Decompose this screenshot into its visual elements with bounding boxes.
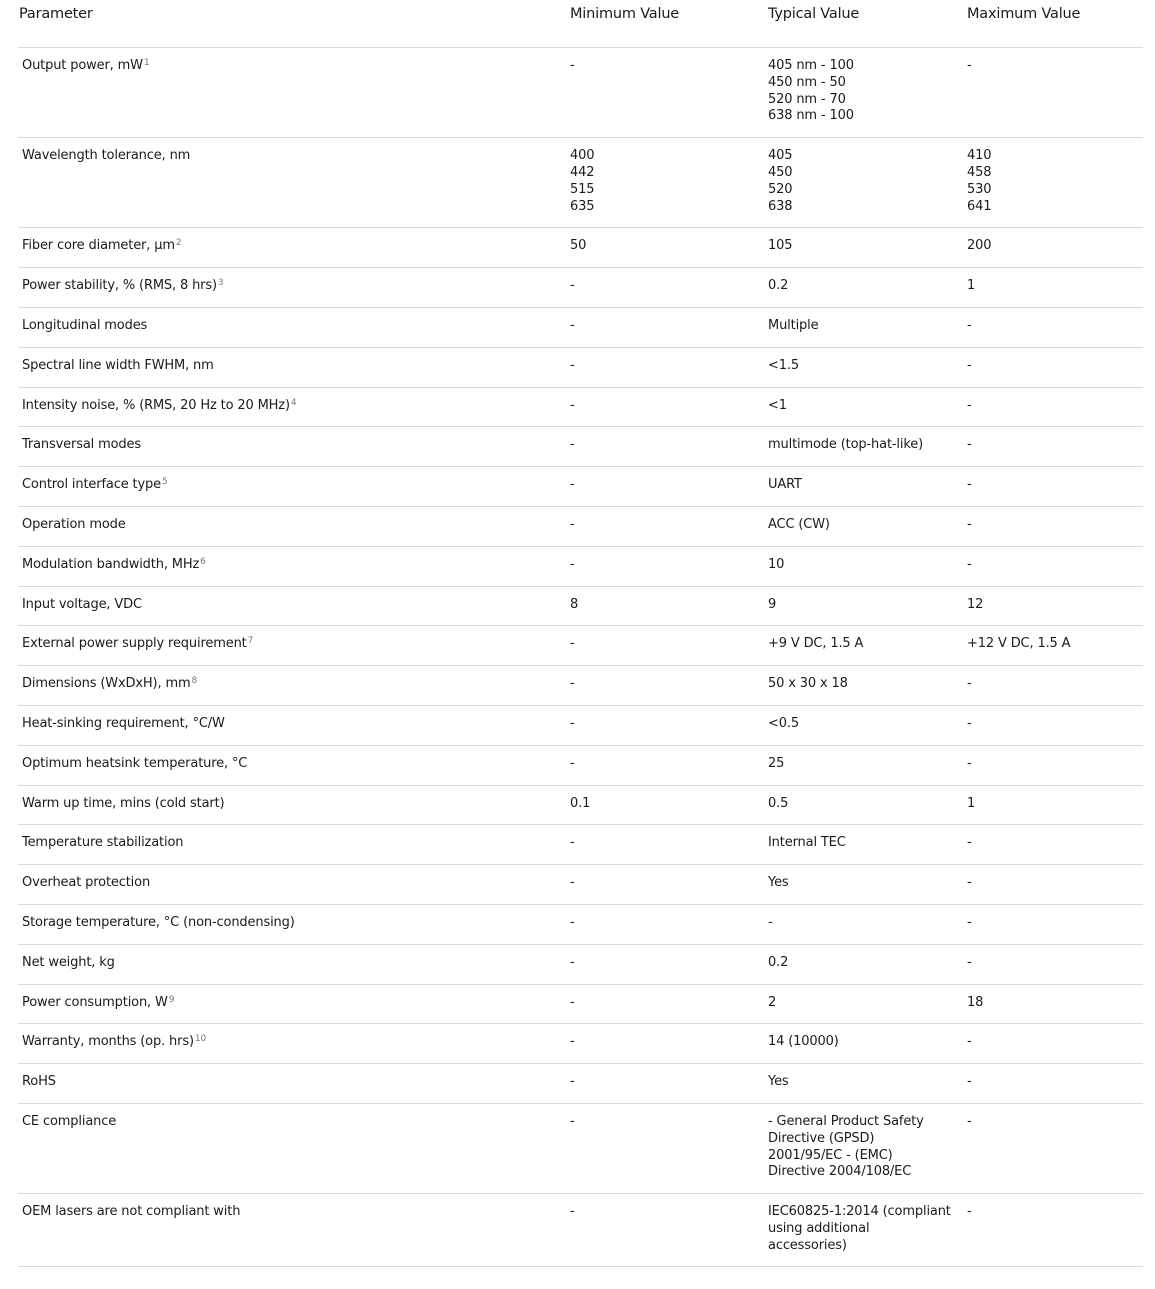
value-line: 458 [967,164,992,180]
value-line: - [967,1074,972,1090]
table-header-row [18,0,1143,48]
value-line: - [967,58,972,73]
value-line: - [570,397,575,413]
minimum-value-cell [570,557,768,574]
minimum-value-cell [570,437,768,454]
minimum-value-cell [570,1034,768,1051]
maximum-value-cell [967,716,1143,733]
table-row [18,746,1143,786]
value-line: - [570,954,575,970]
value-line: multimode (top-hat-like) [768,437,924,453]
minimum-value-cell [570,676,768,693]
parameter-cell [18,318,570,335]
typical-value-cell [768,676,967,693]
parameter-name: Power stability, % (RMS, 8 hrs) [22,278,217,294]
parameter-name: OEM lasers are not compliant with [22,1204,241,1220]
minimum-value-cell [570,995,768,1012]
parameter-name: Storage temperature, °C (non-condensing) [22,914,295,930]
table-row [18,626,1143,666]
value-line: - [967,954,972,970]
value-line: - [570,1113,575,1129]
parameter-name: External power supply requirement [22,636,247,652]
maximum-value-cell [967,398,1143,415]
table-row [18,308,1143,348]
parameter-cell [18,915,570,932]
maximum-value-cell [967,477,1143,494]
parameter-cell [18,835,570,852]
parameter-cell [18,398,570,415]
value-line: 0.1 [570,795,591,811]
typical-value-cell [768,517,967,534]
minimum-value-cell [570,796,768,813]
parameter-name: Dimensions (WxDxH), mm [22,676,191,692]
table-row [18,138,1143,228]
parameter-cell [18,58,570,125]
value-line: - [967,397,972,413]
parameter-name: Fiber core diameter, μm [22,238,175,254]
typical-value-cell [768,875,967,892]
value-line: - [570,914,575,930]
maximum-value-cell [967,58,1143,125]
value-line: Internal TEC [768,835,846,851]
value-line: 515 [570,181,595,197]
value-line: - [570,994,575,1010]
value-line: - [570,676,575,692]
parameter-name: Output power, mW [22,58,143,73]
value-line: - [570,1074,575,1090]
minimum-value-cell [570,875,768,892]
parameter-cell [18,756,570,773]
value-line: - [967,357,972,373]
parameter-name: Input voltage, VDC [22,596,142,612]
typical-value-cell [768,995,967,1012]
footnote-marker: 3 [217,278,224,289]
value-line: Yes [768,875,789,891]
value-line: IEC60825-1:2014 (compliant [768,1204,951,1220]
table-row [18,587,1143,627]
value-line: - [967,835,972,851]
maximum-value-cell [967,995,1143,1012]
table-row [18,388,1143,428]
typical-value-cell [768,278,967,295]
value-line: - [967,755,972,771]
value-line: - [768,914,773,930]
table-row [18,666,1143,706]
parameter-name: Net weight, kg [22,954,115,970]
value-line: 400 [570,148,595,164]
table-row [18,706,1143,746]
parameter-cell [18,437,570,454]
value-line: 18 [967,994,984,1010]
parameter-cell [18,517,570,534]
value-line: 9 [768,596,777,612]
parameter-cell [18,1204,570,1254]
header-typical-value: Typical Value [768,6,860,22]
value-line: 520 nm - 70 [768,91,846,107]
minimum-value-cell [570,1074,768,1091]
parameter-name: Transversal modes [22,437,141,453]
footnote-marker: 9 [168,994,175,1005]
typical-value-cell [768,238,967,255]
parameter-name: Heat-sinking requirement, °C/W [22,715,225,731]
table-body [18,48,1143,1267]
value-line: - [967,1113,972,1129]
value-line: - [570,835,575,851]
minimum-value-cell [570,398,768,415]
typical-value-cell [768,955,967,972]
parameter-name: Spectral line width FWHM, nm [22,357,214,373]
footnote-marker: 6 [200,556,206,567]
value-line: - [570,317,575,333]
typical-value-cell [768,796,967,813]
value-line: - [570,357,575,373]
value-line: 450 [768,164,793,180]
value-line: 2001/95/EC - (EMC) [768,1147,893,1163]
minimum-value-cell [570,835,768,852]
value-line: 1 [967,795,976,811]
value-line: - [570,1034,575,1050]
maximum-value-cell [967,1204,1143,1254]
minimum-value-cell [570,238,768,255]
maximum-value-cell [967,756,1143,773]
value-line: - [570,1204,575,1220]
maximum-value-cell [967,636,1143,653]
minimum-value-cell [570,1204,768,1254]
maximum-value-cell [967,597,1143,614]
value-line: accessories) [768,1237,847,1253]
value-line: - [967,477,972,493]
value-line: - [570,58,575,73]
minimum-value-cell [570,915,768,932]
table-row [18,786,1143,826]
maximum-value-cell [967,915,1143,932]
typical-value-cell [768,636,967,653]
value-line: - [967,875,972,891]
minimum-value-cell [570,597,768,614]
value-line: - [570,278,575,294]
header-maximum-value: Maximum Value [967,6,1081,22]
minimum-value-cell [570,756,768,773]
value-line: 200 [967,238,992,254]
value-line: - [570,715,575,731]
value-line: - [570,556,575,572]
value-line: 25 [768,755,785,771]
maximum-value-cell [967,1034,1143,1051]
typical-value-cell [768,557,967,574]
specifications-table [18,0,1143,1267]
table-row [18,48,1143,138]
parameter-cell [18,1114,570,1181]
value-line: - [570,437,575,453]
parameter-name: Control interface type [22,477,161,493]
value-line: 520 [768,181,793,197]
value-line: - [570,477,575,493]
value-line: 50 [570,238,587,254]
minimum-value-cell [570,358,768,375]
maximum-value-cell [967,835,1143,852]
minimum-value-cell [570,58,768,125]
parameter-cell [18,955,570,972]
minimum-value-cell [570,278,768,295]
value-line: - [967,676,972,692]
value-line: <1 [768,397,787,413]
value-line: - [967,437,972,453]
value-line: 530 [967,181,992,197]
value-line: 10 [768,556,785,572]
minimum-value-cell [570,1114,768,1181]
value-line: 0.5 [768,795,789,811]
table-row [18,507,1143,547]
typical-value-cell [768,1034,967,1051]
maximum-value-cell [967,676,1143,693]
footnote-marker: 2 [175,238,182,249]
maximum-value-cell [967,1114,1143,1181]
value-line: +12 V DC, 1.5 A [967,636,1071,652]
parameter-cell [18,1034,570,1051]
maximum-value-cell [967,437,1143,454]
parameter-cell [18,796,570,813]
parameter-name: Temperature stabilization [22,835,184,851]
typical-value-cell [768,1204,967,1254]
value-line: 442 [570,164,595,180]
parameter-cell [18,1074,570,1091]
table-row [18,945,1143,985]
value-line: 105 [768,238,793,254]
value-line: 50 x 30 x 18 [768,676,848,692]
parameter-cell [18,238,570,255]
table-row [18,348,1143,388]
value-line: <0.5 [768,715,799,731]
maximum-value-cell [967,1074,1143,1091]
value-line: 638 [768,198,793,214]
parameter-name: Operation mode [22,516,126,532]
value-line: 0.2 [768,954,789,970]
parameter-name: Optimum heatsink temperature, °C [22,755,248,771]
value-line: - [967,556,972,572]
typical-value-cell [768,835,967,852]
parameter-name: RoHS [22,1074,56,1090]
parameter-name: Warm up time, mins (cold start) [22,795,225,811]
parameter-cell [18,875,570,892]
value-line: 2 [768,994,777,1010]
parameter-cell [18,676,570,693]
value-line: 1 [967,278,976,294]
value-line: Directive (GPSD) [768,1130,875,1146]
value-line: 8 [570,596,579,612]
parameter-name: Power consumption, W [22,994,168,1010]
value-line: - [967,317,972,333]
parameter-name: Intensity noise, % (RMS, 20 Hz to 20 MHz) [22,397,290,413]
maximum-value-cell [967,278,1143,295]
parameter-name: CE compliance [22,1113,117,1129]
parameter-cell [18,597,570,614]
footnote-marker: 1 [143,58,150,68]
typical-value-cell [768,1074,967,1091]
value-line: 450 nm - 50 [768,74,846,90]
value-line: 0.2 [768,278,789,294]
typical-value-cell [768,915,967,932]
value-line: 635 [570,198,595,214]
parameter-cell [18,477,570,494]
value-line: UART [768,477,802,493]
typical-value-cell [768,398,967,415]
table-row [18,905,1143,945]
value-line: - [967,914,972,930]
parameter-cell [18,716,570,733]
footnote-marker: 7 [247,636,254,647]
parameter-cell [18,358,570,375]
table-row [18,1194,1143,1267]
value-line: - [570,755,575,771]
maximum-value-cell [967,148,1143,215]
minimum-value-cell [570,318,768,335]
minimum-value-cell [570,716,768,733]
maximum-value-cell [967,796,1143,813]
footnote-marker: 4 [290,397,297,408]
value-line: 641 [967,198,992,214]
maximum-value-cell [967,955,1143,972]
value-line: Multiple [768,317,819,333]
table-row [18,268,1143,308]
minimum-value-cell [570,477,768,494]
footnote-marker: 10 [194,1034,207,1045]
table-row [18,825,1143,865]
minimum-value-cell [570,636,768,653]
value-line: <1.5 [768,357,799,373]
table-row [18,427,1143,467]
maximum-value-cell [967,557,1143,574]
value-line: 405 nm - 100 [768,58,854,73]
header-parameter: Parameter [19,6,93,22]
minimum-value-cell [570,517,768,534]
typical-value-cell [768,318,967,335]
parameter-name: Overheat protection [22,875,151,891]
value-line: - [570,636,575,652]
typical-value-cell [768,716,967,733]
typical-value-cell [768,148,967,215]
parameter-name: Modulation bandwidth, MHz [22,556,200,572]
typical-value-cell [768,597,967,614]
value-line: 405 [768,148,793,164]
value-line: Directive 2004/108/EC [768,1164,912,1180]
table-row [18,865,1143,905]
value-line: - [967,1204,972,1220]
typical-value-cell [768,437,967,454]
value-line: Yes [768,1074,789,1090]
parameter-cell [18,557,570,574]
maximum-value-cell [967,238,1143,255]
minimum-value-cell [570,955,768,972]
value-line: 12 [967,596,984,612]
parameter-cell [18,995,570,1012]
maximum-value-cell [967,875,1143,892]
table-row [18,1104,1143,1194]
table-row [18,985,1143,1025]
value-line: 638 nm - 100 [768,108,854,124]
minimum-value-cell [570,148,768,215]
footnote-marker: 8 [191,676,198,687]
maximum-value-cell [967,517,1143,534]
parameter-cell [18,636,570,653]
header-minimum-value: Minimum Value [570,6,680,22]
value-line: - [570,516,575,532]
table-row [18,467,1143,507]
typical-value-cell [768,1114,967,1181]
table-row [18,1064,1143,1104]
value-line: - [967,715,972,731]
parameter-name: Longitudinal modes [22,317,148,333]
table-row [18,228,1143,268]
typical-value-cell [768,58,967,125]
table-row [18,1024,1143,1064]
typical-value-cell [768,358,967,375]
table-row [18,547,1143,587]
value-line: - General Product Safety [768,1113,924,1129]
parameter-cell [18,278,570,295]
value-line: - [967,1034,972,1050]
parameter-cell [18,148,570,215]
maximum-value-cell [967,318,1143,335]
parameter-name: Wavelength tolerance, nm [22,148,191,164]
parameter-name: Warranty, months (op. hrs) [22,1034,194,1050]
value-line: ACC (CW) [768,516,830,532]
maximum-value-cell [967,358,1143,375]
value-line: using additional [768,1220,870,1236]
typical-value-cell [768,756,967,773]
value-line: - [967,516,972,532]
value-line: - [570,875,575,891]
typical-value-cell [768,477,967,494]
value-line: 14 (10000) [768,1034,839,1050]
value-line: 410 [967,148,992,164]
value-line: +9 V DC, 1.5 A [768,636,864,652]
footnote-marker: 5 [161,477,168,488]
